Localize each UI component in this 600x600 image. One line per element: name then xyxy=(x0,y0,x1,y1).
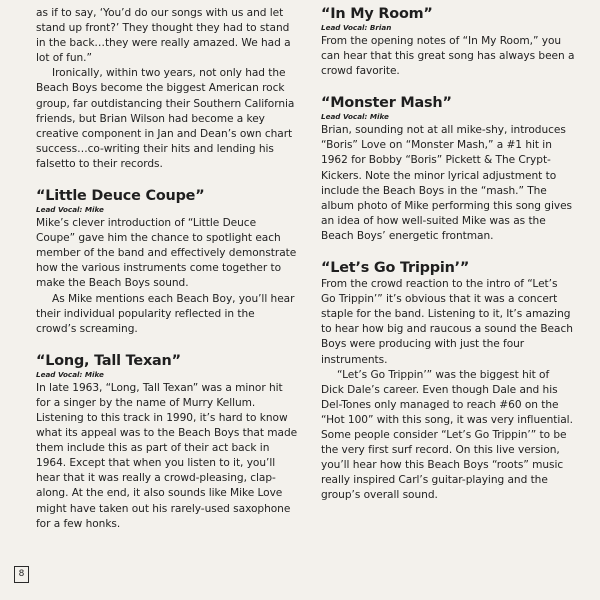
song-paragraph: In late 1963, “Long, Tall Texan” was a minor hit for a singer by the name of Murry Kellum. Listening to this track in 1990, it’s hard to know what its appeal was to the Beach Boys that made them include this as part of their act back in 1964. Except that when you listen to it, you’ll hear that it was really a crowd-pleasing, clap-along. At the end, it also sounds like Mike Love might have taken out his rarely-used saxophone for a few honks. xyxy=(36,381,298,530)
song-paragraph: From the crowd reaction to the intro of “Let’s Go Trippin’” it’s obvious that it was a concert staple for the band. Listening to it, It’s amazing to hear how big and raucous a sound the Beach Boys were producing with just the four instruments. xyxy=(321,278,573,366)
song-section-long-tall-texan xyxy=(36,353,298,532)
lead-vocal-credit: Lead Vocal: Brian xyxy=(321,23,392,32)
lead-vocal-credit: Lead Vocal: Mike xyxy=(36,369,104,379)
song-paragraph: “Let’s Go Trippin’” was the biggest hit of Dick Dale’s career. Even though Dale and his Del-Tones only managed to reach #60 on the “Hot 100” with this song, it was very influential. Some people consider “Let’s Go Trippin’” to be the very first surf record. On this live version, you’ll hear how this Beach Boys “roots” music really inspired Carl’s guitar-playing and the group’s overall sound. xyxy=(321,368,573,502)
song-paragraph: As Mike mentions each Beach Boy, you’ll hear their individual popularity reflected in the crowd’s screaming. xyxy=(36,292,295,335)
intro-paragraph: as if to say, ‘You’d do our songs with us and let stand up front?’ They thought they had to stand in the back…they were really amazed. We had a lot of fun.” xyxy=(36,7,291,65)
song-paragraph: Mike’s clever introduction of “Little Deuce Coupe” gave him the chance to spotlight each member of the band and effectively demonstrate how the various instruments come together to make the Beach Boys sound. xyxy=(36,217,297,290)
right-column xyxy=(321,6,575,503)
left-column xyxy=(36,6,298,532)
lead-vocal-credit: Lead Vocal: Mike xyxy=(36,205,104,215)
song-title: “In My Room” xyxy=(321,6,433,22)
song-section-monster-mash xyxy=(321,95,575,244)
page-number: 8 xyxy=(14,566,29,583)
song-section-little-deuce-coupe xyxy=(36,188,298,337)
song-title: “Little Deuce Coupe” xyxy=(36,188,205,205)
song-section-lets-go-trippin xyxy=(321,260,575,503)
song-title: “Long, Tall Texan” xyxy=(36,352,181,369)
song-section-in-my-room xyxy=(321,6,575,79)
song-title: “Let’s Go Trippin’” xyxy=(321,260,470,277)
song-paragraph: Brian, sounding not at all mike-shy, introduces “Boris” Love on “Monster Mash,” a #1 hit in 1962 for Bobby “Boris” Pickett & The Crypt-Kickers. Note the minor lyrical adjustment to include the Beach Boys in the “mash.” The album photo of Mike performing this song gives an idea of how well-suited Mike was as the Beach Boys’ energetic frontman. xyxy=(321,124,573,242)
lead-vocal-credit: Lead Vocal: Mike xyxy=(321,112,389,122)
intro-paragraph: Ironically, within two years, not only had the Beach Boys become the biggest American rock group, far outdistancing their Southern California friends, but Brian Wilson had become a key creative component in Jan and Dean’s own chart success…co-writing their hits and lending his falsetto to their records. xyxy=(36,67,295,170)
song-title: “Monster Mash” xyxy=(321,95,452,112)
song-paragraph: From the opening notes of “In My Room,” you can hear that this great song has always been a crowd favorite. xyxy=(321,35,575,78)
